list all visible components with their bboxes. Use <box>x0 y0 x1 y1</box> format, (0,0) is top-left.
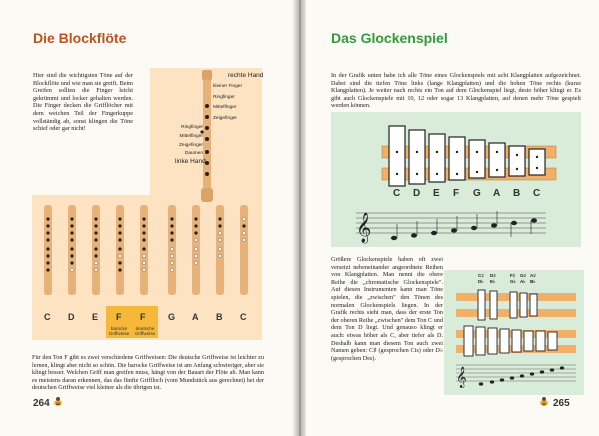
note-letter: C <box>393 188 401 199</box>
note-letter: F <box>453 188 460 199</box>
body-text: Größere Glockenspiele haben oft zwei versetzt nebeneinander angeordnete Reihen von Klangplatten. Man nennt die obere Reihe die „chromatische Glockenspiele". Auf diesen Instrumenten kann man Töne spielen, die „zwischen" den Tönen des normalen Glockenspiels liegen. In der Grafik rechts sieht man, dass der erste Ton der oberen Reihe „zwischen" dem Ton C und dem Ton D liegt. Und genauso klingt er auch: etwas höher als C, aber tiefer als D. Deshalb kann man diesem Ton auch zwei Namen geben: C♯ (gesprochen Cis) oder D♭ (gesprochen Des). <box>331 256 443 362</box>
intro-text: Hier sind die wichtigsten Töne auf der Blockflöte und wie man sie greift. Beim Greifen sollten die Finger leicht gekrümmt und locker gehalten werden. Die Finger decken die Grifflöcher mit dem weichen Teil der Fingerkuppe vollständig ab, sonst klingen die Töne schief oder gar nicht! <box>33 72 133 133</box>
svg-text:𝄞: 𝄞 <box>356 213 372 243</box>
left-hand-fingers <box>171 124 203 159</box>
finger-label: Ringfinger <box>213 94 235 100</box>
right-hand-label: rechte Hand <box>228 72 264 79</box>
bee-icon <box>52 396 64 408</box>
page-number: 264 <box>33 398 50 409</box>
left-hand-label: linke Hand <box>175 158 206 165</box>
note-letter: B <box>216 312 223 322</box>
chromatic-label: G♯ <box>520 273 526 278</box>
finger-label: Mittelfinger <box>179 133 203 139</box>
finger-label: Ringfinger <box>181 125 203 130</box>
note-letter: B <box>513 188 521 199</box>
chromatic-label: A♭ <box>520 278 526 284</box>
page-title-glockenspiel: Das Glockenspiel <box>331 30 448 46</box>
note-letter: D <box>68 312 75 322</box>
page-number: 265 <box>553 398 570 409</box>
finger-label: Zeigefinger <box>213 115 237 121</box>
note-letter: C <box>240 312 247 322</box>
note-letter: E <box>92 312 99 322</box>
note-letter: A <box>192 312 199 322</box>
finger-label: kleiner Finger <box>213 84 243 89</box>
chromatic-label: B♭ <box>530 278 536 284</box>
right-page <box>306 0 599 436</box>
chromatic-label: D♭ <box>478 278 484 284</box>
fingering-label-german: deutsche Griffweise <box>134 326 156 336</box>
body-text: Für den Ton F gibt es zwei verschiedene Griffweisen: Die deutsche Griffweise ist leichter zu lernen, klingt aber nicht so schön. Die barocke Griffweise ist am Anfang schwieriger, aber sie klingt besser. Welchen Griff man greifen muss, hängt von der Bauart der Flöte ab. Man kann es meistens daran erkennen, das das fünfte Griffloch (vom Mundstück aus gerechnet) bei der deutschen Griffweise viel kleiner als die übrigen ist. <box>32 354 264 392</box>
chromatic-label: E♭ <box>490 278 496 284</box>
chromatic-label: D♯ <box>490 273 496 278</box>
note-letter: A <box>493 188 501 199</box>
intro-text: In der Grafik unten habe ich alle Töne eines Glockenspiels mit acht Klangplatten aufgezeichnet. Dabei sind die tiefen Töne links (lange Klangplatten) und die hohen Töne rechts (kurze Klangplatten). Je weiter nach rechts ein Ton auf dem Glockenspiel liegt, desto höher klingt er. Es gibt auch Glockenspiele mit 10, 12 oder sogar 13 Klangplatten, auf denen mehr Töne gespielt werden können. <box>331 72 581 110</box>
note-letter: C <box>533 188 541 199</box>
finger-label: Zeigefinger <box>179 142 203 148</box>
note-letter: F <box>116 312 122 322</box>
note-letter: G <box>473 188 481 199</box>
chromatic-label: G♭ <box>510 278 516 284</box>
finger-label: Daumen <box>184 151 203 157</box>
chromatic-label: C♯ <box>478 273 484 278</box>
note-letter: G <box>168 312 176 322</box>
fingering-label-baroque: barocke Griffweise <box>108 326 130 336</box>
svg-text:𝄞: 𝄞 <box>456 367 467 388</box>
finger-label: Mittelfinger <box>213 105 237 110</box>
right-hand-fingers <box>213 82 242 124</box>
note-letter: F <box>140 312 146 322</box>
note-letter: D <box>413 188 421 199</box>
bee-icon <box>538 396 550 408</box>
page-title-blockfloete: Die Blockflöte <box>33 30 127 46</box>
chromatic-label: F♯ <box>510 273 516 278</box>
chromatic-label: A♯ <box>530 273 536 278</box>
note-letter: E <box>433 188 440 199</box>
note-letter: C <box>44 312 51 322</box>
left-page <box>0 0 298 436</box>
recorders-row <box>44 205 248 295</box>
glockenspiel-diagram <box>306 0 599 436</box>
